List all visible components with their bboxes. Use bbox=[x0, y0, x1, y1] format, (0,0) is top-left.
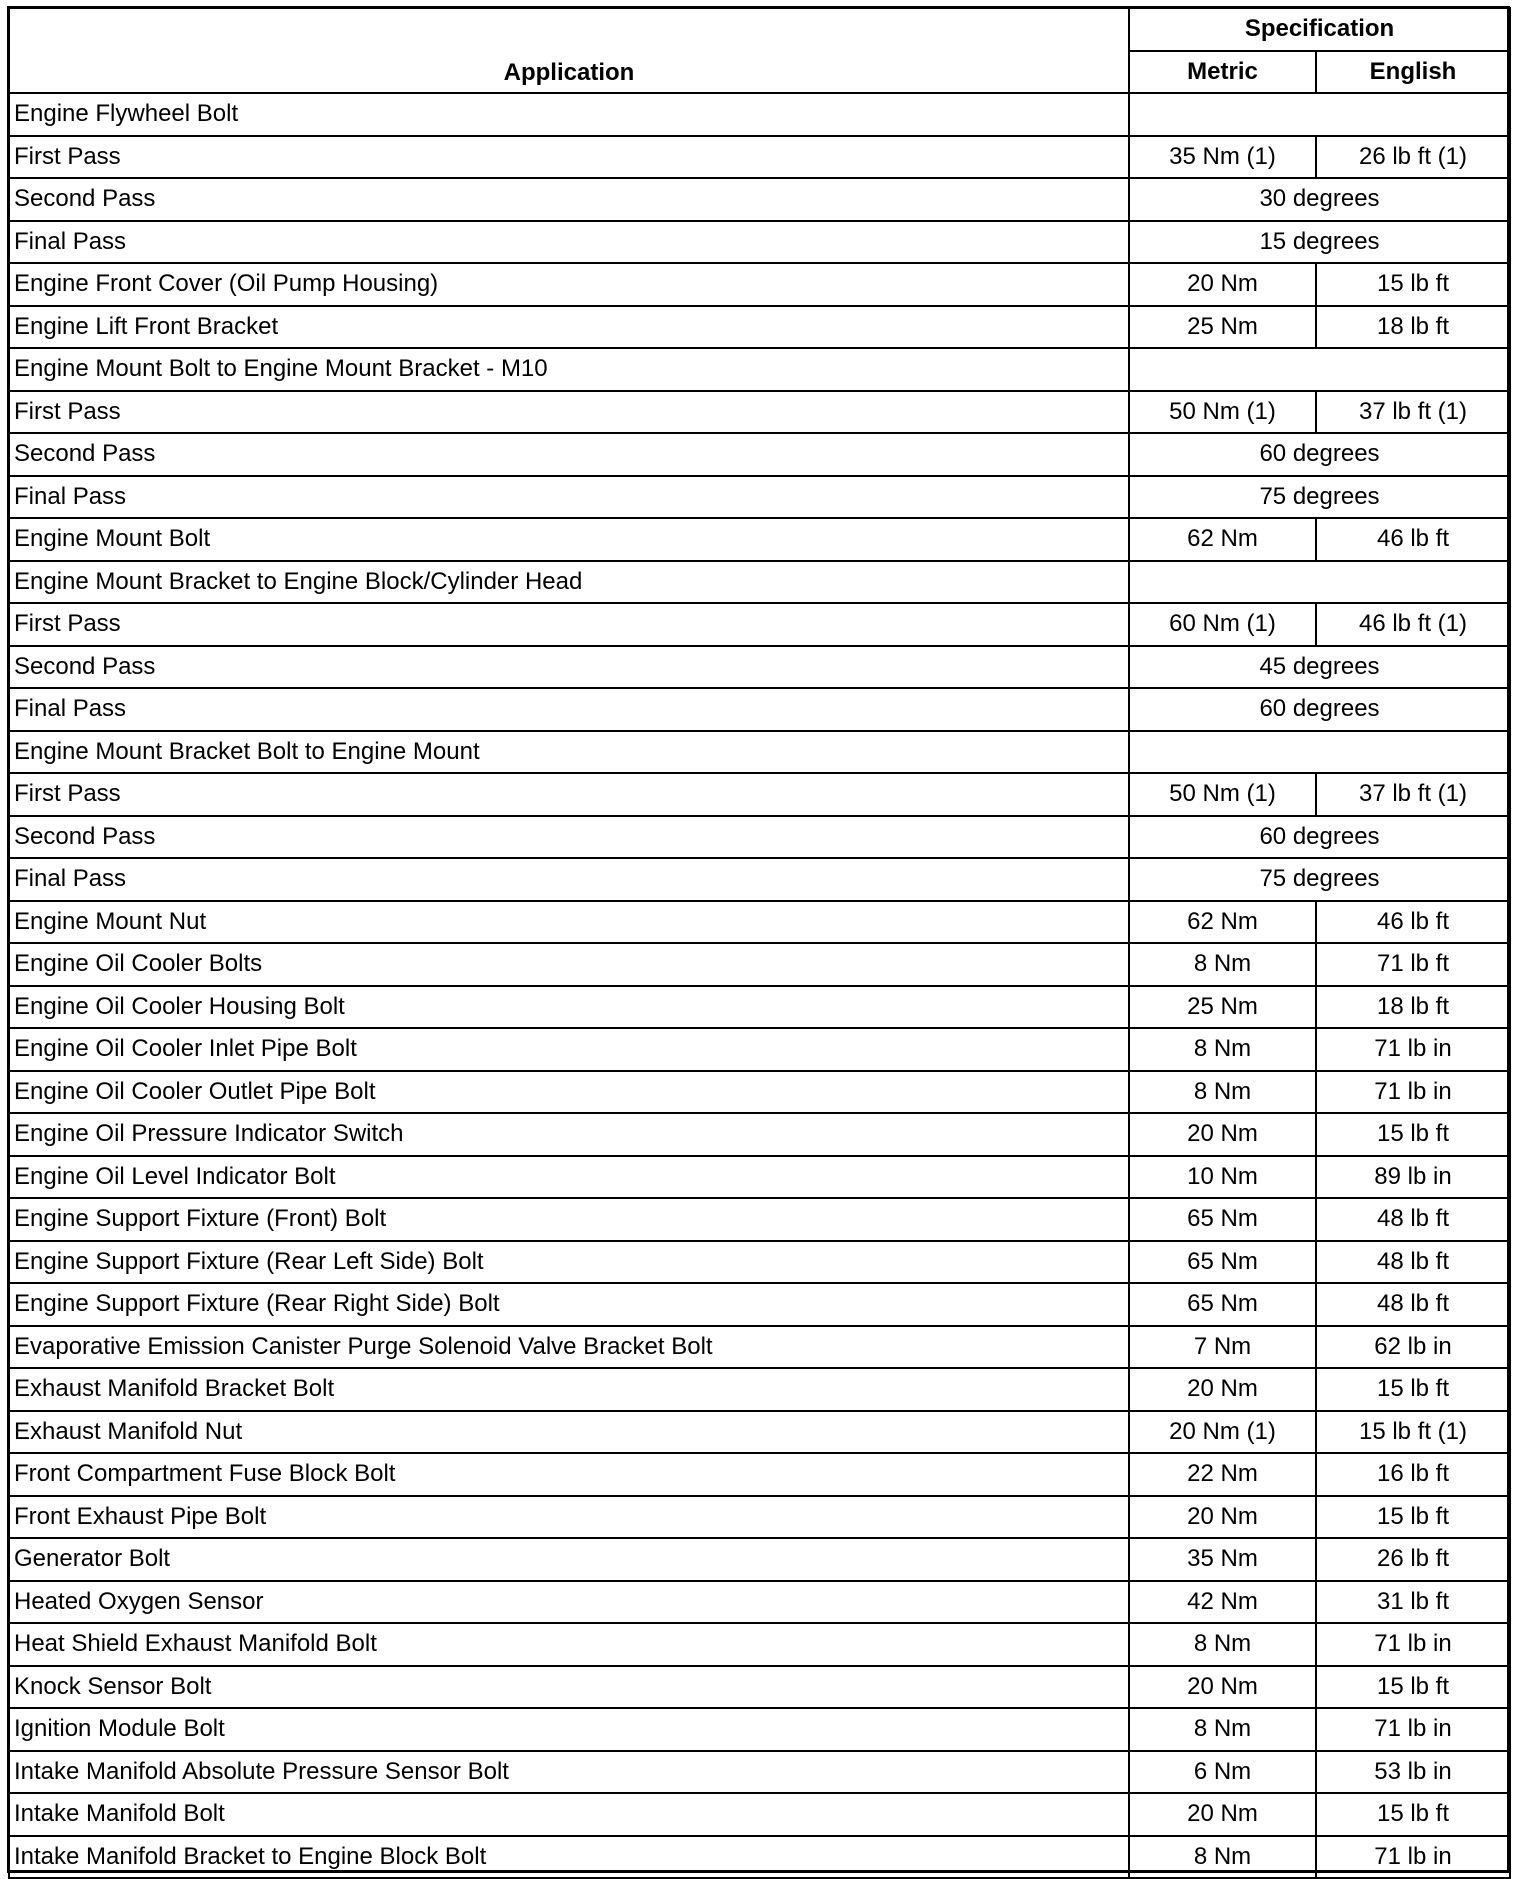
table-body bbox=[9, 93, 1510, 1878]
metric-cell: 62 Nm bbox=[1129, 901, 1316, 944]
table-row bbox=[9, 943, 1510, 986]
english-cell: 15 lb ft (1) bbox=[1316, 1411, 1510, 1454]
english-cell: 89 lb in bbox=[1316, 1156, 1510, 1199]
torque-spec-table bbox=[8, 7, 1511, 1879]
specification-empty-cell bbox=[1129, 731, 1510, 774]
english-cell: 18 lb ft bbox=[1316, 306, 1510, 349]
table-row bbox=[9, 1708, 1510, 1751]
english-cell: 62 lb in bbox=[1316, 1326, 1510, 1369]
application-cell: Engine Mount Bracket Bolt to Engine Mount bbox=[9, 731, 1129, 774]
application-cell: Second Pass bbox=[9, 816, 1129, 859]
english-header: English bbox=[1316, 51, 1510, 94]
table-header bbox=[9, 8, 1510, 93]
specification-merged-cell: 60 degrees bbox=[1129, 816, 1510, 859]
application-cell: Second Pass bbox=[9, 646, 1129, 689]
english-cell: 71 lb in bbox=[1316, 1028, 1510, 1071]
application-header: Application bbox=[9, 8, 1129, 93]
table-row bbox=[9, 306, 1510, 349]
application-cell: Generator Bolt bbox=[9, 1538, 1129, 1581]
english-cell: 26 lb ft bbox=[1316, 1538, 1510, 1581]
application-cell: Engine Flywheel Bolt bbox=[9, 93, 1129, 136]
specification-merged-cell: 30 degrees bbox=[1129, 178, 1510, 221]
application-cell: Intake Manifold Bolt bbox=[9, 1793, 1129, 1836]
application-cell: Final Pass bbox=[9, 688, 1129, 731]
specification-merged-cell: 60 degrees bbox=[1129, 433, 1510, 476]
table-row bbox=[9, 1453, 1510, 1496]
metric-cell: 8 Nm bbox=[1129, 943, 1316, 986]
table-row bbox=[9, 1538, 1510, 1581]
table-row bbox=[9, 93, 1510, 136]
application-cell: Engine Lift Front Bracket bbox=[9, 306, 1129, 349]
english-cell: 15 lb ft bbox=[1316, 1666, 1510, 1709]
table-row bbox=[9, 348, 1510, 391]
application-cell: Engine Oil Pressure Indicator Switch bbox=[9, 1113, 1129, 1156]
table-row bbox=[9, 178, 1510, 221]
table-row bbox=[9, 1793, 1510, 1836]
application-cell: Engine Mount Bolt to Engine Mount Bracket - M10 bbox=[9, 348, 1129, 391]
application-cell: First Pass bbox=[9, 773, 1129, 816]
table-row bbox=[9, 986, 1510, 1029]
english-cell: 71 lb in bbox=[1316, 1708, 1510, 1751]
table-row bbox=[9, 1028, 1510, 1071]
metric-cell: 10 Nm bbox=[1129, 1156, 1316, 1199]
application-cell: Engine Mount Bracket to Engine Block/Cylinder Head bbox=[9, 561, 1129, 604]
application-cell: Final Pass bbox=[9, 858, 1129, 901]
english-cell: 18 lb ft bbox=[1316, 986, 1510, 1029]
application-cell: Heated Oxygen Sensor bbox=[9, 1581, 1129, 1624]
metric-cell: 62 Nm bbox=[1129, 518, 1316, 561]
metric-cell: 42 Nm bbox=[1129, 1581, 1316, 1624]
application-cell: Knock Sensor Bolt bbox=[9, 1666, 1129, 1709]
table-row bbox=[9, 901, 1510, 944]
application-cell: First Pass bbox=[9, 136, 1129, 179]
metric-cell: 50 Nm (1) bbox=[1129, 773, 1316, 816]
english-cell: 48 lb ft bbox=[1316, 1198, 1510, 1241]
english-cell: 71 lb in bbox=[1316, 1071, 1510, 1114]
application-cell: Second Pass bbox=[9, 433, 1129, 476]
table-row bbox=[9, 263, 1510, 306]
specification-header: Specification bbox=[1129, 8, 1510, 51]
english-cell: 48 lb ft bbox=[1316, 1283, 1510, 1326]
table-row bbox=[9, 1666, 1510, 1709]
table-row bbox=[9, 561, 1510, 604]
english-cell: 46 lb ft bbox=[1316, 518, 1510, 561]
table-row bbox=[9, 1496, 1510, 1539]
application-cell: Intake Manifold Absolute Pressure Sensor Bolt bbox=[9, 1751, 1129, 1794]
table-row bbox=[9, 391, 1510, 434]
specification-merged-cell: 45 degrees bbox=[1129, 646, 1510, 689]
application-cell: Engine Support Fixture (Front) Bolt bbox=[9, 1198, 1129, 1241]
metric-cell: 65 Nm bbox=[1129, 1198, 1316, 1241]
english-cell: 15 lb ft bbox=[1316, 263, 1510, 306]
specification-empty-cell bbox=[1129, 348, 1510, 391]
english-cell: 16 lb ft bbox=[1316, 1453, 1510, 1496]
application-cell: First Pass bbox=[9, 603, 1129, 646]
english-cell: 46 lb ft (1) bbox=[1316, 603, 1510, 646]
table-row bbox=[9, 1326, 1510, 1369]
table-row bbox=[9, 1241, 1510, 1284]
table-row bbox=[9, 1198, 1510, 1241]
english-cell: 15 lb ft bbox=[1316, 1113, 1510, 1156]
application-cell: Intake Manifold Bracket to Engine Block Bolt bbox=[9, 1836, 1129, 1879]
metric-cell: 20 Nm bbox=[1129, 263, 1316, 306]
english-cell: 26 lb ft (1) bbox=[1316, 136, 1510, 179]
application-cell: Second Pass bbox=[9, 178, 1129, 221]
metric-cell: 22 Nm bbox=[1129, 1453, 1316, 1496]
english-cell: 71 lb in bbox=[1316, 1836, 1510, 1879]
table-row bbox=[9, 1581, 1510, 1624]
english-cell: 37 lb ft (1) bbox=[1316, 773, 1510, 816]
table-row bbox=[9, 1623, 1510, 1666]
metric-cell: 8 Nm bbox=[1129, 1028, 1316, 1071]
specification-empty-cell bbox=[1129, 561, 1510, 604]
metric-cell: 65 Nm bbox=[1129, 1241, 1316, 1284]
application-cell: Final Pass bbox=[9, 476, 1129, 519]
table-row bbox=[9, 1411, 1510, 1454]
table-row bbox=[9, 731, 1510, 774]
specification-merged-cell: 60 degrees bbox=[1129, 688, 1510, 731]
table-row bbox=[9, 476, 1510, 519]
application-cell: Evaporative Emission Canister Purge Solenoid Valve Bracket Bolt bbox=[9, 1326, 1129, 1369]
english-cell: 71 lb in bbox=[1316, 1623, 1510, 1666]
english-cell: 46 lb ft bbox=[1316, 901, 1510, 944]
application-cell: First Pass bbox=[9, 391, 1129, 434]
metric-cell: 8 Nm bbox=[1129, 1836, 1316, 1879]
table-row bbox=[9, 1113, 1510, 1156]
english-cell: 31 lb ft bbox=[1316, 1581, 1510, 1624]
table-row bbox=[9, 1368, 1510, 1411]
specification-merged-cell: 15 degrees bbox=[1129, 221, 1510, 264]
table-row bbox=[9, 603, 1510, 646]
application-cell: Engine Oil Cooler Inlet Pipe Bolt bbox=[9, 1028, 1129, 1071]
application-cell: Engine Support Fixture (Rear Left Side) Bolt bbox=[9, 1241, 1129, 1284]
application-cell: Engine Oil Cooler Outlet Pipe Bolt bbox=[9, 1071, 1129, 1114]
application-cell: Engine Mount Nut bbox=[9, 901, 1129, 944]
table-row bbox=[9, 1283, 1510, 1326]
metric-cell: 60 Nm (1) bbox=[1129, 603, 1316, 646]
metric-cell: 20 Nm bbox=[1129, 1666, 1316, 1709]
application-cell: Front Exhaust Pipe Bolt bbox=[9, 1496, 1129, 1539]
application-cell: Final Pass bbox=[9, 221, 1129, 264]
application-cell: Engine Oil Cooler Bolts bbox=[9, 943, 1129, 986]
metric-cell: 20 Nm bbox=[1129, 1496, 1316, 1539]
table-row bbox=[9, 858, 1510, 901]
metric-cell: 65 Nm bbox=[1129, 1283, 1316, 1326]
application-cell: Heat Shield Exhaust Manifold Bolt bbox=[9, 1623, 1129, 1666]
table-row bbox=[9, 433, 1510, 476]
english-cell: 15 lb ft bbox=[1316, 1793, 1510, 1836]
metric-cell: 25 Nm bbox=[1129, 986, 1316, 1029]
metric-cell: 8 Nm bbox=[1129, 1071, 1316, 1114]
metric-header: Metric bbox=[1129, 51, 1316, 94]
english-cell: 48 lb ft bbox=[1316, 1241, 1510, 1284]
english-cell: 37 lb ft (1) bbox=[1316, 391, 1510, 434]
metric-cell: 50 Nm (1) bbox=[1129, 391, 1316, 434]
table-row bbox=[9, 688, 1510, 731]
metric-cell: 35 Nm bbox=[1129, 1538, 1316, 1581]
table-row bbox=[9, 773, 1510, 816]
application-cell: Engine Front Cover (Oil Pump Housing) bbox=[9, 263, 1129, 306]
english-cell: 15 lb ft bbox=[1316, 1496, 1510, 1539]
metric-cell: 20 Nm bbox=[1129, 1113, 1316, 1156]
application-cell: Exhaust Manifold Bracket Bolt bbox=[9, 1368, 1129, 1411]
english-cell: 71 lb ft bbox=[1316, 943, 1510, 986]
table-row bbox=[9, 1156, 1510, 1199]
specification-empty-cell bbox=[1129, 93, 1510, 136]
metric-cell: 6 Nm bbox=[1129, 1751, 1316, 1794]
table-row bbox=[9, 816, 1510, 859]
application-cell: Engine Oil Cooler Housing Bolt bbox=[9, 986, 1129, 1029]
english-cell: 53 lb in bbox=[1316, 1751, 1510, 1794]
application-cell: Ignition Module Bolt bbox=[9, 1708, 1129, 1751]
table-row bbox=[9, 136, 1510, 179]
metric-cell: 7 Nm bbox=[1129, 1326, 1316, 1369]
table-row bbox=[9, 1836, 1510, 1879]
table-row bbox=[9, 518, 1510, 561]
application-cell: Engine Mount Bolt bbox=[9, 518, 1129, 561]
specification-merged-cell: 75 degrees bbox=[1129, 858, 1510, 901]
application-cell: Exhaust Manifold Nut bbox=[9, 1411, 1129, 1454]
metric-cell: 8 Nm bbox=[1129, 1708, 1316, 1751]
metric-cell: 35 Nm (1) bbox=[1129, 136, 1316, 179]
english-cell: 15 lb ft bbox=[1316, 1368, 1510, 1411]
metric-cell: 8 Nm bbox=[1129, 1623, 1316, 1666]
specification-merged-cell: 75 degrees bbox=[1129, 476, 1510, 519]
table-row bbox=[9, 221, 1510, 264]
metric-cell: 20 Nm bbox=[1129, 1368, 1316, 1411]
application-cell: Engine Oil Level Indicator Bolt bbox=[9, 1156, 1129, 1199]
application-cell: Front Compartment Fuse Block Bolt bbox=[9, 1453, 1129, 1496]
application-cell: Engine Support Fixture (Rear Right Side) Bolt bbox=[9, 1283, 1129, 1326]
metric-cell: 20 Nm (1) bbox=[1129, 1411, 1316, 1454]
table-row bbox=[9, 1751, 1510, 1794]
table-row bbox=[9, 646, 1510, 689]
metric-cell: 20 Nm bbox=[1129, 1793, 1316, 1836]
metric-cell: 25 Nm bbox=[1129, 306, 1316, 349]
table-row bbox=[9, 1071, 1510, 1114]
